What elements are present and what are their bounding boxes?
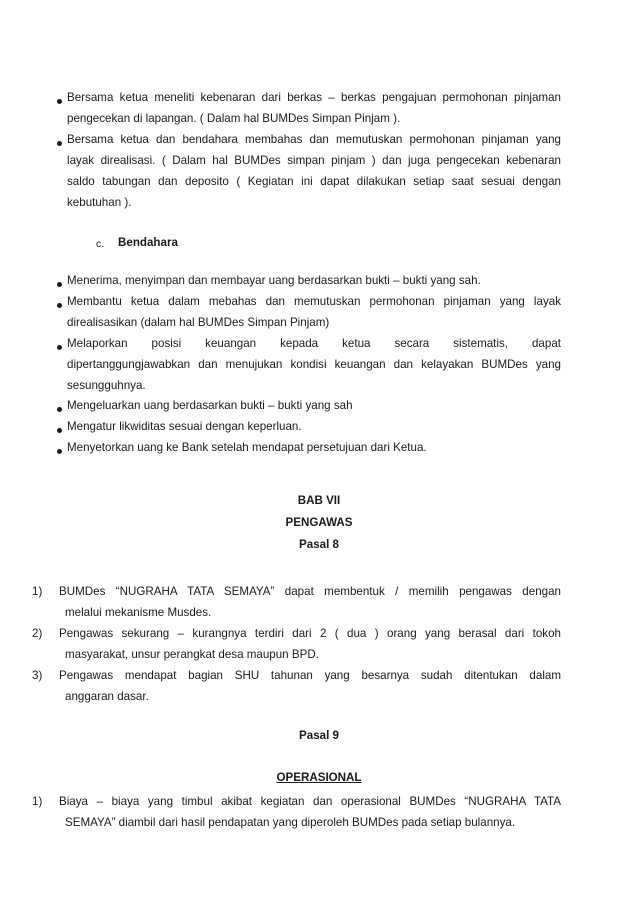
text-line: Pengawas sekurang – kurangnya terdiri dari 2 ( dua ) orang yang berasal dari tokoh (59, 627, 561, 640)
list-item (67, 291, 561, 333)
text-line: melalui mekanisme Musdes. (65, 606, 212, 619)
list-item (67, 437, 561, 458)
bullet-icon (57, 282, 62, 287)
text-line: layak direalisasi. ( Dalam hal BUMDes simpan pinjam ) dan juga pengecekan kebenaran (67, 154, 561, 167)
bullet-icon (57, 407, 62, 412)
bullet-icon (57, 99, 62, 104)
list-item (67, 129, 561, 213)
list-item (67, 270, 561, 291)
text-line: direalisasikan (dalam hal BUMDes Simpan Pinjam) (67, 316, 330, 329)
bullet-icon (57, 141, 62, 146)
text-line: Biaya – biaya yang timbul akibat kegiatan dan operasional BUMDes “NUGRAHA TATA (59, 795, 561, 808)
text-line: anggaran dasar. (65, 690, 149, 703)
text-line: saldo tabungan dan deposito ( Kegiatan ini dapat dilakukan setiap saat sesuai dengan (67, 175, 561, 188)
article-title: Pasal 8 (299, 538, 339, 551)
bullet-icon (57, 449, 62, 454)
article-title: Pasal 9 (299, 729, 339, 742)
bullet-icon (57, 428, 62, 433)
list-item (67, 333, 561, 396)
chapter-number: BAB VII (297, 494, 341, 507)
text-line: Mengeluarkan uang berdasarkan bukti – bukti yang sah (67, 399, 353, 412)
list-item (67, 87, 561, 129)
list-item (67, 416, 561, 437)
text-line: Melaporkan posisi keuangan kepada ketua secara sistematis, dapat (67, 337, 561, 350)
item-number: 2) (32, 627, 43, 640)
list-item (59, 623, 561, 665)
text-line: dipertanggungjawabkan dan menujukan kondisi keuangan dan kelayakan BUMDes yang (67, 358, 561, 371)
bullet-icon (57, 303, 62, 308)
text-line: Pengawas mendapat bagian SHU tahunan yang besarnya sudah ditentukan dalam (59, 669, 561, 682)
item-number: 3) (32, 669, 43, 682)
text-line: sesungguhnya. (67, 379, 146, 392)
text-line: SEMAYA” diambil dari hasil pendapatan yang diperoleh BUMDes pada setiap bulannya. (65, 816, 516, 829)
text-line: kebutuhan ). (67, 196, 132, 209)
bullet-icon (57, 345, 62, 350)
text-line: Bersama ketua meneliti kebenaran dari berkas – berkas pengajuan permohonan pinjaman (67, 91, 561, 104)
text-line: Menyetorkan uang ke Bank setelah mendapat persetujuan dari Ketua. (67, 441, 427, 454)
text-line: Mengatur likwiditas sesuai dengan keperluan. (67, 420, 302, 433)
list-item (59, 581, 561, 623)
chapter-title: PENGAWAS (285, 516, 353, 529)
text-line: pengecekan di lapangan. ( Dalam hal BUMDes Simpan Pinjam ). (67, 112, 401, 125)
text-line: Bersama ketua dan bendahara membahas dan memutuskan permohonan pinjaman yang (67, 133, 561, 146)
section-title: OPERASIONAL (276, 771, 362, 784)
section-title: Bendahara (118, 236, 178, 249)
text-line: Membantu ketua dalam mebahas dan memutuskan permohonan pinjaman yang layak (67, 295, 561, 308)
text-line: BUMDes “NUGRAHA TATA SEMAYA” dapat membentuk / memilih pengawas dengan (59, 585, 561, 598)
item-number: 1) (32, 795, 43, 808)
text-line: masyarakat, unsur perangkat desa maupun BPD. (65, 648, 319, 661)
list-item (59, 791, 561, 833)
list-item (67, 395, 561, 416)
section-marker: c. (96, 238, 105, 250)
item-number: 1) (32, 585, 43, 598)
list-item (59, 665, 561, 707)
text-line: Menerima, menyimpan dan membayar uang berdasarkan bukti – bukti yang sah. (67, 274, 481, 287)
